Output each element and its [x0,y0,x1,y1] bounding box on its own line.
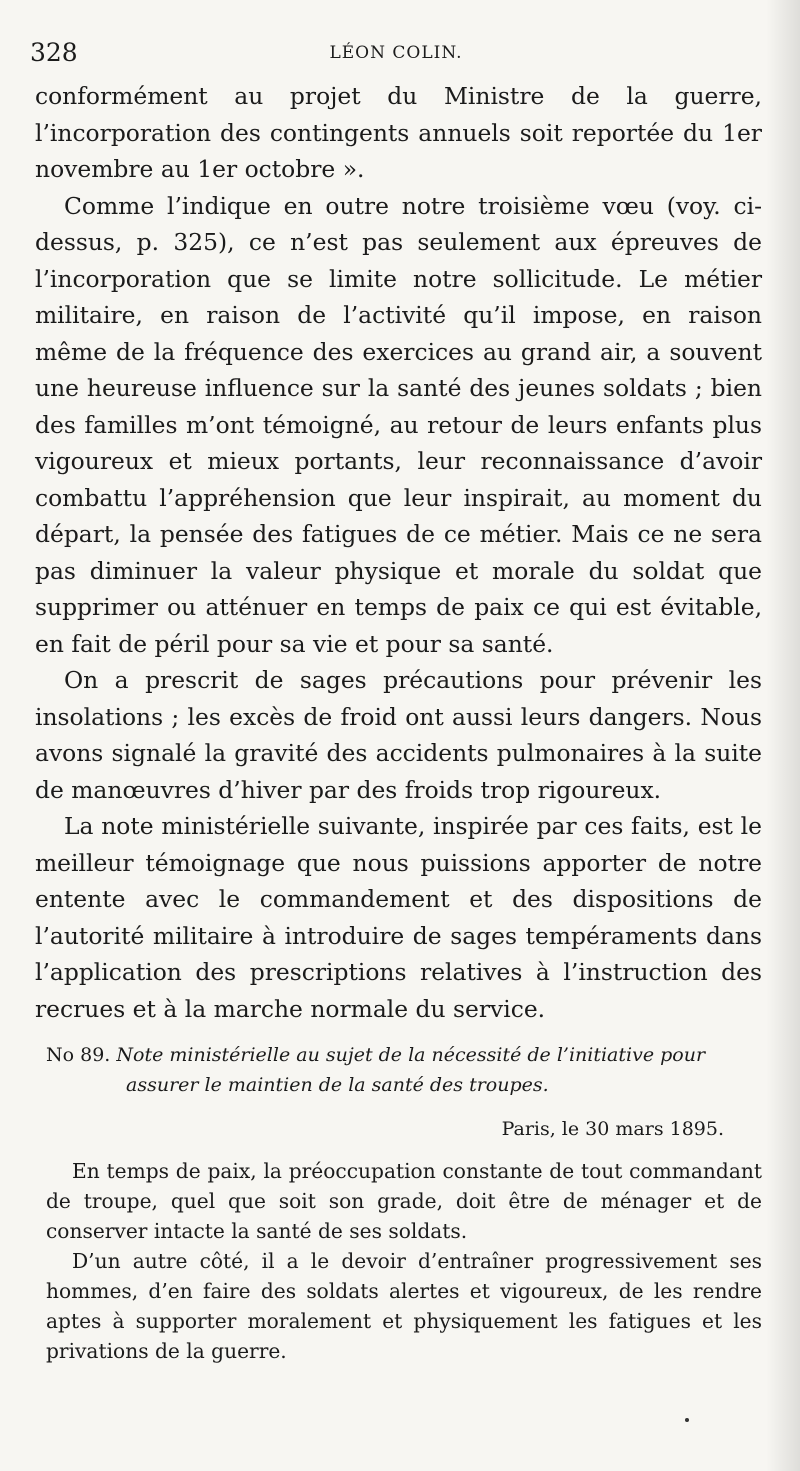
ink-speck [685,1418,689,1422]
note-date: Paris, le 30 mars 1895. [501,1118,724,1140]
paragraph-3: On a prescrit de sages précautions pour prévenir les insolations ; les excès de froid ont aussi leurs dangers. Nous avons signalé la gravité des accidents pulmonaires à la suite de manœuvres d’hiver par des froids trop rigoureux. [35,666,762,804]
note-title-line-2: assurer le maintien de la santé des troupes. [126,1074,549,1096]
paragraph-4: La note ministérielle suivante, inspirée par ces faits, est le meilleur témoignage que nous puissions apporter de notre entente avec le commandement et des dispositions de l’autorité militaire à introduire de sages tempéraments dans l’application des prescriptions relatives à l’instruction des recrues et à la marche normale du service. [35,812,762,1023]
page-number: 328 [30,38,78,67]
running-head [30,38,762,68]
running-title: LÉON COLIN. [329,43,463,63]
paragraph-2: Comme l’indique en outre notre troisième vœu (voy. ci-dessus, p. 325), ce n’est pas seulement aux épreuves de l’incorporation que se limite notre sollicitude. Le métier militaire, en raison de l’activité qu’il impose, en raison même de la fréquence des exercices au grand air, a souvent une heureuse influence sur la santé des jeunes soldats ; bien des familles m’ont témoigné, au retour de leurs enfants plus vigoureux et mieux portants, leur reconnaissance d’avoir combattu l’appréhension que leur inspirait, au moment du départ, la pensée des fatigues de ce métier. Mais ce ne sera pas diminuer la valeur physique et morale du soldat que supprimer ou atténuer en temps de paix ce qui est évitable, en fait de péril pour sa vie et pour sa santé. [35,191,762,658]
ministerial-note [46,1040,762,1366]
page-edge-shadow [766,0,800,1471]
note-heading [46,1040,762,1100]
note-title-line-1: Note ministérielle au sujet de la nécessité de l’initiative pour [116,1044,706,1066]
note-number: No 89. [46,1044,111,1066]
main-text [35,78,762,1027]
note-body [46,1156,762,1366]
paragraph-1: conformément au projet du Ministre de la guerre, l’incorporation des contingents annuels soit reportée du 1er novembre au 1er octobre ». [35,82,762,183]
note-paragraph-2: D’un autre côté, il a le devoir d’entraîner progressivement ses hommes, d’en faire des soldats alertes et vigoureux, de les rendre aptes à supporter moralement et physiquement les fatigues et les privations de la guerre. [46,1249,762,1363]
note-paragraph-1: En temps de paix, la préoccupation constante de tout commandant de troupe, quel que soit son grade, doit être de ménager et de conserver intacte la santé de ses soldats. [46,1159,762,1243]
